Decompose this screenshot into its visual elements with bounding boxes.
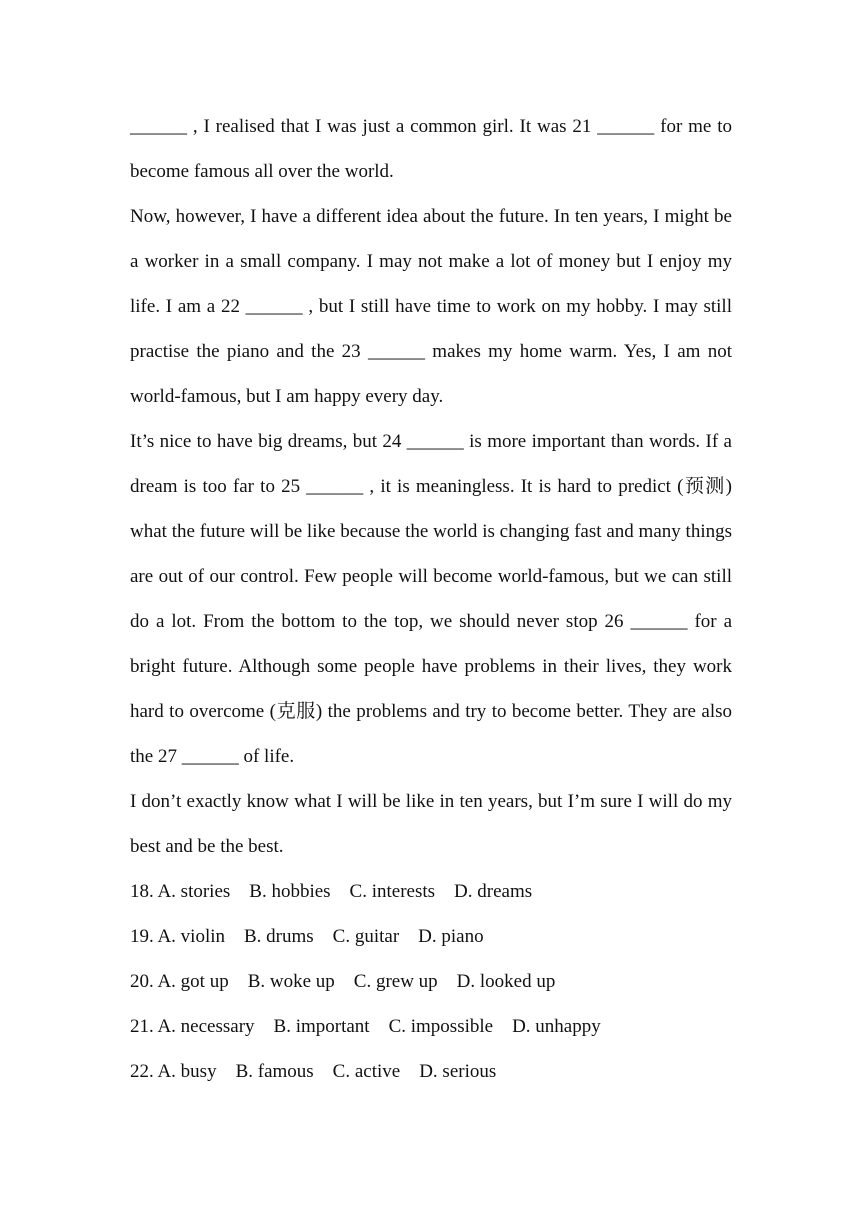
question-options — [130, 869, 732, 1094]
paragraph-3: It’s nice to have big dreams, but 24 ______ is more important than words. If a dream is too far to 25 ______ , it is meaningless. It is hard to predict (预测) what the future will be like because the world is changing fast and many things are out of our control. Few people will become world-famous, but we can still do a lot. From the bottom to the top, we should never stop 26 ______ for a bright future. Although some people have problems in their lives, they work hard to overcome (克服) the problems and try to become better. They are also the 27 ______ of life. — [130, 431, 732, 767]
question-22-options: 22. A. busy B. famous C. active D. serious — [130, 1061, 497, 1082]
question-20-options: 20. A. got up B. woke up C. grew up D. looked up — [130, 971, 556, 992]
paragraph-2: Now, however, I have a different idea about the future. In ten years, I might be a worker in a small company. I may not make a lot of money but I enjoy my life. I am a 22 ______ , but I still have time to work on my hobby. I may still practise the piano and the 23 ______ makes my home warm. Yes, I am not world-famous, but I am happy every day. — [130, 206, 732, 407]
question-21-options: 21. A. necessary B. important C. impossible D. unhappy — [130, 1016, 601, 1037]
question-18-options: 18. A. stories B. hobbies C. interests D. dreams — [130, 881, 533, 902]
paragraph-4: I don’t exactly know what I will be like in ten years, but I’m sure I will do my best and be the best. — [130, 791, 732, 857]
question-19-options: 19. A. violin B. drums C. guitar D. piano — [130, 926, 484, 947]
document-page — [130, 104, 732, 1094]
paragraph-1: ______ , I realised that I was just a common girl. It was 21 ______ for me to become famous all over the world. — [130, 116, 732, 182]
